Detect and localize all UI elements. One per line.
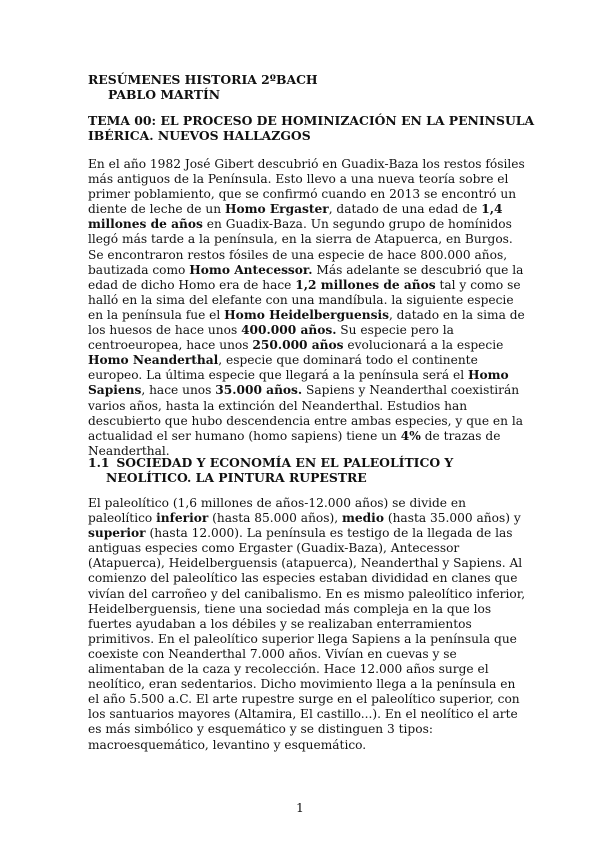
text-run: Heidelberguensis, tiene una sociedad más compleja en la que los xyxy=(88,601,492,616)
text-run: es más simbólico y esquemático y se distinguen 3 tipos: xyxy=(88,722,433,737)
text-run: bautizada como xyxy=(88,262,190,277)
text-run: coexiste con Neanderthal 7.000 años. Vivían en cuevas y se xyxy=(88,646,457,661)
text-run: europeo. La última especie que llegará a la península será el xyxy=(88,368,469,383)
text-line xyxy=(88,429,528,444)
bold-text-run: 400.000 años. xyxy=(241,323,337,338)
bold-text-run: Homo Neanderthal xyxy=(88,353,219,368)
section-heading xyxy=(88,455,528,485)
page-number: 1 xyxy=(296,800,304,815)
text-run: macroesquemático, levantino y esquemático. xyxy=(88,737,367,752)
text-run: descubierto que hubo descendencia entre ambas especies, y que en la xyxy=(88,413,524,428)
text-run: fuertes ayudaban a los débiles y se realizaban enterramientos xyxy=(88,616,472,631)
text-run: diente de leche de un xyxy=(88,202,225,217)
text-line xyxy=(88,217,528,232)
text-line xyxy=(88,632,528,647)
text-run: , especie que dominará todo el continente xyxy=(218,353,478,368)
text-line xyxy=(88,647,528,662)
text-run: centroeuropea, hace unos xyxy=(88,338,253,353)
text-run: paleolítico xyxy=(88,511,157,526)
text-line xyxy=(88,278,528,293)
text-line xyxy=(88,248,528,263)
text-line xyxy=(88,617,528,632)
chapter-title-line: TEMA 00: EL PROCESO DE HOMINIZACIÓN EN LA PENINSULA xyxy=(88,113,535,128)
text-run: primitivos. En el paleolítico superior llega Sapiens a la península que xyxy=(88,631,517,646)
text-line xyxy=(88,293,528,308)
bold-text-run: superior xyxy=(88,526,146,541)
text-line xyxy=(88,511,528,526)
bold-text-run: 1,2 millones de años xyxy=(295,277,436,292)
bold-text-run: 250.000 años xyxy=(252,338,344,353)
paragraph-hominization xyxy=(88,157,528,459)
bold-text-run: Sapiens xyxy=(88,383,142,398)
text-line xyxy=(88,202,528,217)
text-line xyxy=(88,187,528,202)
text-line xyxy=(88,399,528,414)
bold-text-run: Homo xyxy=(468,368,509,383)
text-run: Neanderthal. xyxy=(88,443,170,458)
text-line xyxy=(88,677,528,692)
text-run: edad de dicho Homo era de hace xyxy=(88,277,296,292)
bold-text-run: 1,4 xyxy=(481,202,503,217)
text-line xyxy=(88,338,528,353)
header-course: RESÚMENES HISTORIA 2ºBACH xyxy=(88,72,318,87)
text-run: de trazas de xyxy=(420,428,501,443)
bold-text-run: inferior xyxy=(156,511,209,526)
text-line xyxy=(88,541,528,556)
chapter-title-line: IBÉRICA. NUEVOS HALLAZGOS xyxy=(88,128,311,143)
text-line xyxy=(88,707,528,722)
text-run: Su especie pero la xyxy=(336,323,454,338)
text-line xyxy=(88,414,528,429)
text-line xyxy=(88,263,528,278)
bold-text-run: millones de años xyxy=(88,217,203,232)
text-run: primer poblamiento, que se confirmó cuando en 2013 se encontró un xyxy=(88,187,517,202)
section-number: 1.1 xyxy=(88,455,110,470)
text-line xyxy=(88,157,528,172)
paragraph-paleolithic xyxy=(88,496,528,753)
text-line xyxy=(88,383,528,398)
text-line xyxy=(88,323,528,338)
text-line xyxy=(88,232,528,247)
text-run: comienzo del paleolítico las especies estaban divididad en clanes que xyxy=(88,571,518,586)
text-run: En el año 1982 José Gibert descubrió en Guadix-Baza los restos fósiles xyxy=(88,157,525,171)
text-run: alimentaban de la caza y recolección. Hace 12.000 años surge el xyxy=(88,662,489,677)
bold-text-run: medio xyxy=(342,511,384,526)
text-run: evolucionará a la especie xyxy=(343,338,504,353)
text-run: en la península fue el xyxy=(88,307,225,322)
bold-text-run: Homo Antecessor. xyxy=(189,262,313,277)
text-run: (hasta 35.000 años) y xyxy=(383,511,521,526)
text-run: neolítico, eran sedentarios. Dicho movimiento llega a la península en xyxy=(88,677,516,692)
text-line xyxy=(88,602,528,617)
section-title-line: NEOLÍTICO. LA PINTURA RUPESTRE xyxy=(106,470,367,485)
text-run: Sapiens y Neanderthal coexistirán xyxy=(302,383,520,398)
text-run: , datado en la sima de xyxy=(388,307,525,322)
text-run: más antiguos de la Península. Esto llevo a una nueva teoría sobre el xyxy=(88,172,509,187)
bold-text-run: 35.000 años. xyxy=(215,383,303,398)
text-run: (Atapuerca), Heidelberguensis (atapuerca), Neanderthal y Sapiens. Al xyxy=(88,556,523,571)
text-run: en Guadix-Baza. Un segundo grupo de homínidos xyxy=(202,217,512,232)
text-line xyxy=(88,172,528,187)
text-run: halló en la sima del elefante con una mandíbula. la siguiente especie xyxy=(88,292,514,307)
bold-text-run: Homo Heidelberguensis xyxy=(224,307,389,322)
bold-text-run: 4% xyxy=(400,428,421,443)
text-line xyxy=(88,353,528,368)
text-run: varios años, hasta la extinción del Neanderthal. Estudios han xyxy=(88,398,468,413)
text-line xyxy=(88,662,528,677)
text-line xyxy=(88,722,528,737)
text-run: (hasta 85.000 años), xyxy=(208,511,343,526)
text-run: actualidad el ser humano (homo sapiens) tiene un xyxy=(88,428,401,443)
text-run: (hasta 12.000). La península es testigo de la llegada de las xyxy=(145,526,513,541)
text-line xyxy=(88,692,528,707)
text-run: Más adelante se descubrió que la xyxy=(312,262,524,277)
text-line xyxy=(88,571,528,586)
text-run: , hace unos xyxy=(141,383,216,398)
text-run: el año 5.500 a.C. El arte rupestre surge en el paleolítico superior, con xyxy=(88,692,520,707)
text-line xyxy=(88,368,528,383)
text-run: los santuarios mayores (Altamira, El castillo...). En el neolítico el arte xyxy=(88,707,518,722)
text-line xyxy=(88,496,528,511)
text-run: antiguas especies como Ergaster (Guadix-Baza), Antecessor xyxy=(88,541,460,556)
text-run: , datado de una edad de xyxy=(328,202,482,217)
text-run: vivían del carroñeo y del canibalismo. En es mismo paleolítico inferior, xyxy=(88,586,526,601)
header-author: PABLO MARTÍN xyxy=(108,87,221,102)
text-line xyxy=(88,587,528,602)
text-line xyxy=(88,308,528,323)
bold-text-run: Homo Ergaster xyxy=(224,202,329,217)
text-run: los huesos de hace unos xyxy=(88,323,242,338)
text-run: Se encontraron restos fósiles de una especie de hace 800.000 años, xyxy=(88,247,508,262)
text-line xyxy=(88,738,528,753)
text-run: llegó más tarde a la península, en la sierra de Atapuerca, en Burgos. xyxy=(88,232,513,247)
section-title-line: SOCIEDAD Y ECONOMÍA EN EL PALEOLÍTICO Y xyxy=(116,455,454,470)
text-run: El paleolítico (1,6 millones de años-12.000 años) se divide en xyxy=(88,496,466,510)
text-line xyxy=(88,556,528,571)
chapter-title xyxy=(88,113,535,143)
text-line xyxy=(88,526,528,541)
text-run: tal y como se xyxy=(435,277,521,292)
